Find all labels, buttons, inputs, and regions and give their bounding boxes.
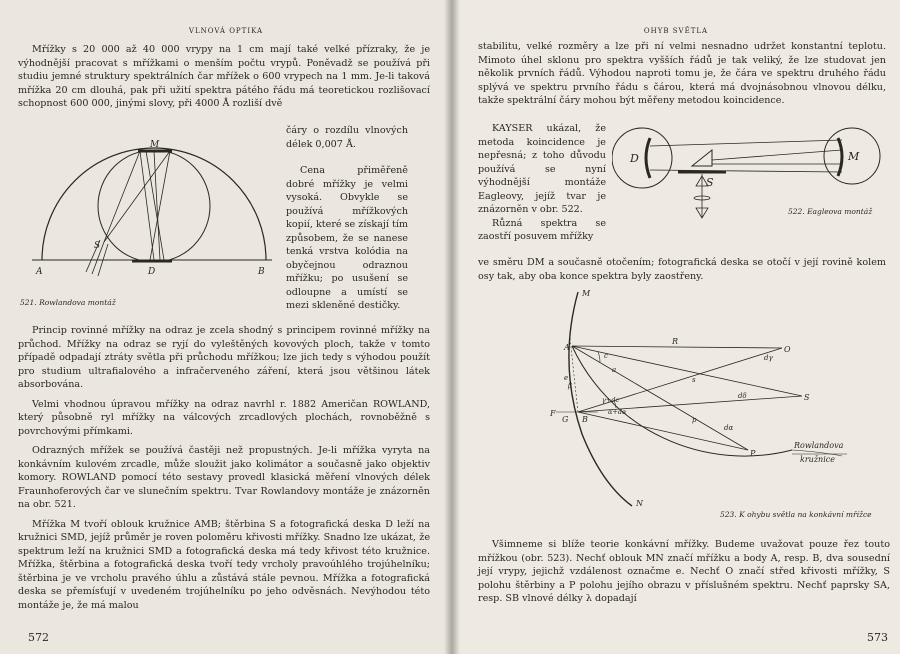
left-para-2 [286, 164, 408, 313]
fig523-label-R: R [672, 337, 679, 346]
left-page-number: 572 [28, 631, 49, 644]
left-para-1 [18, 43, 430, 111]
right-para-3-end [478, 256, 886, 283]
fig521-label-A: A [36, 267, 43, 277]
fig523-label-O: O [784, 345, 791, 354]
fig523-label-rowland: Rowlandova [794, 441, 844, 450]
right-running-head: OHYB SVĚTLA [643, 27, 709, 35]
right-para-2 [478, 122, 606, 244]
fig522-label-M: M [848, 150, 860, 163]
figure-521-caption: 521. Rowlandova montáž [20, 298, 116, 307]
fig523-label-a: a [612, 366, 617, 374]
left-para-6: Mřížka M tvoří oblouk kružnice AMB; štěrbina S a fotografická deska D leží na kružnici SMD, jejíž průměr je roven poloměru křivosti mřížky. Snadno lze ukázat, že spektrum leží na kružnici SMD a fotografická deska má tedy křivost této kružnice. Mřížka, štěrbina a fotografická deska tvoří tedy vrcholy pravoúhlého trojúhelníku; štěrbina je ve vrcholu pravého úhlu a zůstává stále pevnou. Mřížka a fotografická deska se přemísťují v uvedeném trojúhelníku po jeho odvěsnách. Nevýhodou této montáže je, že má malou [18, 518, 430, 611]
fig523-label-p: p [692, 416, 697, 424]
fig523-label-beta: β [568, 382, 573, 390]
fig523-label-s: s [692, 376, 696, 384]
left-para-1-end [286, 124, 408, 151]
fig523-label-dalpha: dα [724, 424, 734, 432]
fig523-label-N: N [636, 499, 643, 508]
fig523-label-kruznice: kružnice [800, 455, 835, 464]
fig523-label-P: P [750, 449, 756, 458]
left-para-5: Odrazných mřížek se používá častěji než propustných. Je-li mřížka vyryta na konkávním kulovém zrcadle, může sloužit jako kolimátor a současně jako objektiv komory. ROWLAND pomocí této sestavy provedl klasická měření vlnových délek Fraunhoferových čar ve slunečním spektru. Tvar Rowlandovy montáže je znázorněn na obr. 521. [18, 445, 430, 510]
right-para-2-text: KAYSER ukázal, že metoda koincidence je nepřesná; z toho důvodu používá se nyní výhodnější montáže Eagleovy, jejíž tvar je znázorněn v obr. 522. [478, 123, 606, 215]
fig521-label-S: S [94, 241, 101, 251]
left-para-1-end-text: čáry o rozdílu vlnových délek 0,007 Å. [286, 125, 408, 150]
left-body-lower [18, 324, 430, 612]
figure-523-concave-grating [542, 284, 872, 514]
fig523-label-A: A [564, 343, 570, 352]
fig523-label-M: M [582, 289, 591, 298]
fig523-label-B: B [582, 415, 588, 424]
fig523-label-F: F [550, 409, 556, 418]
right-para-3-end-text: ve směru DM a současně otočením; fotografická deska se otočí v její rovině kolem osy tak, aby oba konce spektra byly zaostřeny. [478, 257, 886, 282]
left-para-1-text: Mřížky s 20 000 až 40 000 vrypy na 1 cm mají také velké přízraky, že je výhodnější pracovat s mřížkami o menším počtu vrypů. Poněvadž se používá při studiu jemné struktury spektrálních čar mřížek o 600 vrypech na 1 mm. Je-li taková mřížka 20 cm dlouhá, pak při užití spektra pátého řádu má teoretickou rozlišovací schopnost 600 000, jinými slovy, při 4000 Å rozliší dvě [18, 44, 430, 109]
right-page-number: 573 [867, 631, 888, 644]
left-para-3: Princip rovinné mřížky na odraz je zcela shodný s principem rovinné mřížky na průchod. Mřížky na odraz se ryjí do vyleštěných kovových ploch, takže v tomto případě odpadají ztráty světla při průchodu mřížkou; lze jich tedy s výhodou použít pro studium ultrafialového a infračerveného záření, která jsou většinou látek absorbována. [18, 325, 430, 390]
left-para-2-text: Cena přiměřeně dobré mřížky je velmi vysoká. Obvykle se používá mřížkových kopií, které se získají tím způsobem, že se nanese tenká vrstva kolódia na obyčejnou odraznou mřížku; po usušení se odloupne a umístí se mezi skleněné destičky. [286, 165, 408, 311]
fig523-label-dg: dγ [764, 354, 773, 362]
right-para-4-text: Všimneme si blíže teorie konkávní mřížky. Budeme uvažovat pouze řez touto mřížkou (obr. 523). Nechť oblouk MN značí mřížku a body A, resp. B, dva sousední její vrypy, jejichž vzdálenost označme e. Nechť O značí střed křivosti mřížky, S polohu štěrbiny a P polohu jejího obrazu v příslušném spektru. Nechť paprsky SA, resp. SB vlnové délky λ dopadají [478, 539, 890, 604]
fig523-label-ddelta: dδ [738, 392, 747, 400]
book-gutter-shadow [444, 0, 460, 654]
fig523-label-ada: α+dα [608, 408, 627, 416]
fig523-label-e: e [564, 374, 569, 382]
fig522-label-D: D [630, 152, 639, 165]
figure-523-caption: 523. K ohybu světla na konkávní mřížce [720, 510, 872, 519]
figure-521-rowland-mount [22, 134, 280, 292]
fig521-label-M: M [150, 140, 160, 150]
figure-522-caption: 522. Eagleova montáž [788, 207, 873, 216]
right-para-1 [478, 40, 886, 108]
fig523-label-c: c [604, 352, 608, 360]
right-para-3-text: Různá spektra se zaostří posuvem mřížky [478, 217, 606, 242]
right-para-1-text: stabilitu, velké rozměry a lze při ní velmi nesnadno udržet konstantní teplotu. Mimoto úhel sklonu pro spektra vyšších řádů je tak veliký, že lze studovat jen několik prvních řádů. Výhodou naproti tomu je, že čára ve spektru druhého řádu splývá ve spektru prvního řádu s čárou, která má dvojnásobnou vlnovou délku, takže spektrální čáry mohou být měřeny metodou koincidence. [478, 41, 886, 106]
fig523-label-gdc: γ+dc [602, 396, 620, 404]
right-para-4 [478, 538, 890, 606]
left-running-head: VLNOVÁ OPTIKA [188, 27, 264, 35]
fig522-label-S: S [706, 176, 714, 189]
left-para-4: Velmi vhodnou úpravou mřížky na odraz navrhl r. 1882 Američan ROWLAND, který působně ryl mřížky na válcových zrcadlových plochách, rovnoběžně s povrchovými přímkami. [18, 398, 430, 437]
fig523-label-G: G [562, 415, 569, 424]
fig521-label-B: B [258, 267, 265, 277]
right-page [452, 0, 900, 654]
fig521-label-D: D [148, 267, 156, 277]
fig523-label-S: S [804, 393, 810, 402]
